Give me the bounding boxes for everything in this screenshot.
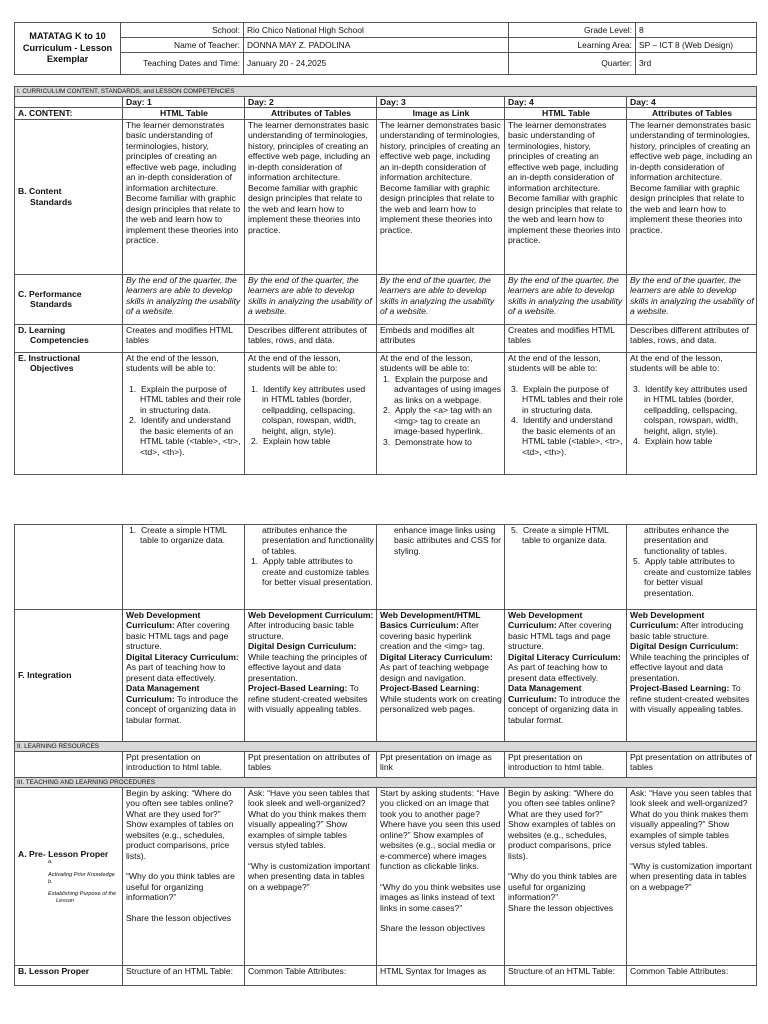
pre-lesson-sub-a (40, 859, 120, 878)
objective-item (380, 374, 502, 405)
grade-value: 8 (636, 23, 757, 38)
objective-number: 3. (383, 436, 391, 447)
standards-day-2: The learner demonstrates basic understanding of terminologies, history, principles of creating an effective web page, including an in-depth consideration of information architecture. Become familiar with graphic design principles that relate to the web and learn how to implement these theories into practice. (245, 119, 377, 274)
objective-text: Demonstrate how to (394, 436, 472, 447)
objectives-day-1 (123, 352, 245, 474)
quarter-label: Quarter: (509, 53, 636, 75)
objective-number: 5. (511, 525, 519, 535)
objective-text: Identify key attributes used in HTML tables (border, cellpadding, cellspacing, colspan, rowspan, width, height, align, style). (262, 383, 366, 436)
teacher-label: Name of Teacher: (121, 38, 244, 53)
pre-lesson-text: “Why do you think tables are useful for organizing information?” (126, 871, 235, 903)
objective-item (630, 436, 754, 446)
pre-lesson-day-2 (245, 788, 377, 966)
curriculum-table (14, 86, 757, 475)
objective-item (248, 384, 374, 436)
resources-day-1: Ppt presentation on introduction to html table. (123, 752, 245, 778)
objective-number: 4. (511, 415, 519, 426)
pre-lesson-text: Share the lesson objectives (508, 902, 614, 913)
objective-item (126, 525, 242, 546)
objective-text: enhance image links using basic attributes and CSS for styling. (394, 525, 501, 556)
standards-day-4: The learner demonstrates basic understanding of terminologies, history, principles of creating an effective web page, including an in-depth consideration of information architecture. Become familiar with graphic design principles that relate to the web and learn how to implement these theories into practice. (505, 119, 627, 274)
objectives-intro: At the end of the lesson, students will be able to: (630, 352, 723, 374)
objective-text: Explain the purpose of HTML tables and their role in structuring data. (140, 383, 241, 415)
pre-lesson-sub-b (40, 879, 120, 905)
performance-label-line1: C. Performance (18, 288, 82, 299)
integration-text: To refine student-created websites with visually appealing tables. (248, 683, 368, 715)
objective-item (508, 525, 624, 546)
sub-letter: b. (48, 878, 53, 885)
integration-text: To refine student-created websites with visually appealing tables. (630, 683, 750, 715)
integration-heading: Data Management Curriculum: (508, 683, 582, 704)
performance-day-3: By the end of the quarter, the learners are able to develop skills in analyzing the usability of a website. (377, 274, 505, 324)
pre-lesson-text: “Why do you think websites use images as links instead of text links in some cases?” (380, 881, 501, 913)
objectives-day-5 (627, 352, 757, 474)
competencies-day-5: Describes different attributes of tables, rows, and data. (627, 324, 757, 352)
pre-lesson-text: Share the lesson objectives (126, 912, 232, 923)
lesson-proper-day-3: HTML Syntax for Images as (377, 966, 505, 986)
resources-day-2: Ppt presentation on attributes of tables (245, 752, 377, 778)
objective-number: 1. (251, 556, 259, 567)
objective-text: Apply table attributes to create and customize tables for better visual presentation. (262, 556, 373, 588)
objective-number: 3. (633, 383, 641, 394)
objective-item (508, 415, 624, 457)
pre-lesson-text: Share the lesson objectives (380, 923, 486, 934)
day-1: Day: 1 (123, 97, 245, 108)
integration-text: While teaching the principles of effective layout and data presentation. (248, 651, 367, 683)
integration-day-4 (505, 610, 627, 742)
objective-item (380, 405, 502, 436)
objective-number: 5. (633, 556, 641, 567)
lesson-proper-day-4: Structure of an HTML Table: (505, 966, 627, 986)
competencies-day-1: Creates and modifies HTML tables (123, 324, 245, 352)
pre-lesson-day-4 (505, 788, 627, 966)
objective-text: Explain the purpose of HTML tables and their role in structuring data. (522, 383, 623, 415)
pre-lesson-day-5 (627, 788, 757, 966)
integration-text: After covering basic HTML tags and page structure. (126, 620, 230, 652)
sub-text: Establishing Purpose of the Lesson (48, 891, 117, 904)
integration-text: While teaching the principles of effective layout and data presentation. (630, 651, 749, 683)
content-day-3: Image as Link (377, 108, 505, 119)
objective-text: attributes enhance the presentation and functionality of tables. (644, 525, 730, 556)
integration-day-5 (627, 610, 757, 742)
standards-day-5: The learner demonstrates basic understanding of terminologies, history, principles of creating an effective web page, including an in-depth consideration of information architecture. Become familiar with graphic design principles that relate to the web and learn how to implement these theories into practice. (627, 119, 757, 274)
integration-text: After covering basic hyperlink creation and the <img> tag. (380, 620, 485, 652)
performance-day-4: By the end of the quarter, the learners are able to develop skills in analyzing the usability of a website. (505, 274, 627, 324)
performance-day-1: By the end of the quarter, the learners are able to develop skills in analyzing the usability of a website. (123, 274, 245, 324)
section-curriculum: I. CURRICULUM CONTENT, STANDARDS, and LESSON COMPETENCIES (15, 87, 757, 97)
resources-label (15, 752, 123, 778)
objective-text: Identify and understand the basic elements of an HTML table (<table>, <tr>, <td>, <th>). (140, 415, 241, 457)
objectives-label-line2: Objectives (30, 363, 74, 374)
integration-heading: Digital Literacy Curriculum: (508, 651, 621, 662)
integration-heading: Project-Based Learning: (380, 683, 480, 694)
objective-item (248, 556, 374, 587)
objectives-cont-day-4 (505, 525, 627, 610)
objectives-day-4 (505, 352, 627, 474)
integration-heading: Web Development Curriculum: (248, 610, 374, 620)
performance-standards-label (15, 274, 123, 324)
resources-day-3: Ppt presentation on image as link (377, 752, 505, 778)
content-day-4: HTML Table (505, 108, 627, 119)
integration-text: After introducing basic table structure. (248, 620, 355, 641)
competencies-day-4: Creates and modifies HTML tables (505, 324, 627, 352)
objectives-day-3 (377, 352, 505, 474)
exemplar-title: MATATAG K to 10 Curriculum - Lesson Exemplar (15, 23, 121, 75)
integration-text: As part of teaching webpage design and navigation. (380, 662, 489, 683)
standards-day-1: The learner demonstrates basic understanding of terminologies, history, principles of creating an effective web page, including an in-depth consideration of information architecture. Become familiar with graphic design principles that relate to the web and learn how to implement these theories into practice. (123, 119, 245, 274)
integration-text: As part of teaching how to present data effectively. (126, 662, 226, 683)
objectives-continued-label (15, 525, 123, 610)
pre-lesson-text: Ask: “Have you seen tables that look sleek and well-organized? What do you think makes them visually appealing?” Show examples of simple tables versus styled tables. (248, 788, 370, 851)
school-label: School: (121, 23, 244, 38)
content-label: A. CONTENT: (15, 108, 123, 119)
integration-heading: Project-Based Learning: (630, 683, 730, 694)
integration-heading: Digital Literacy Curriculum: (126, 651, 239, 662)
objective-text: attributes enhance the presentation and functionality of tables. (262, 525, 374, 556)
integration-text: After introducing basic table structure. (630, 620, 744, 641)
competencies-label-line2: Competencies (30, 335, 89, 346)
pre-lesson-text: “Why is customization important when presenting data in tables on a webpage?” (248, 860, 370, 892)
area-value: SP – ICT 8 (Web Design) (636, 38, 757, 53)
integration-text: To introduce the concept of organizing data in tabular format. (126, 693, 239, 725)
objectives-intro: At the end of the lesson, students will be able to: (248, 352, 341, 374)
competencies-label-line1: D. Learning (18, 324, 66, 335)
objective-number: 2. (129, 415, 137, 426)
sub-text: Activating Prior Knowledge (48, 872, 115, 879)
integration-heading: Project-Based Learning: (248, 683, 348, 694)
objectives-cont-day-3 (377, 525, 505, 610)
pre-lesson-title: A. Pre- Lesson Proper (18, 848, 109, 859)
pre-lesson-day-3 (377, 788, 505, 966)
objective-number: 2. (251, 436, 259, 447)
content-day-2: Attributes of Tables (245, 108, 377, 119)
objectives-label (15, 352, 123, 474)
objective-number: 1. (383, 373, 391, 384)
pre-lesson-text: Begin by asking: “Where do you often see tables online? What are they used for?” Show examples of tables on websites (e.g., schedules, product comparisons, price lists). (126, 788, 234, 861)
objective-item (248, 436, 374, 446)
objective-item (126, 415, 242, 457)
objectives-label-line1: E. Instructional (18, 352, 81, 363)
corner-cell (15, 97, 123, 108)
objective-text: Apply table attributes to create and customize tables for better visual presentation. (644, 556, 752, 598)
competencies-day-3: Embeds and modifies alt attributes (377, 324, 505, 352)
objectives-cont-day-2 (245, 525, 377, 610)
integration-text: After covering basic HTML tags and page structure. (508, 620, 612, 652)
dates-label: Teaching Dates and Time: (121, 53, 244, 75)
pre-lesson-text: Ask: “Have you seen tables that look sleek and well-organized? What do you think makes them visually appealing?” Show examples of simple tables versus styled tables. (630, 788, 752, 851)
day-4: Day: 4 (505, 97, 627, 108)
day-5: Day: 4 (627, 97, 757, 108)
objective-text: Create a simple HTML table to organize data. (140, 525, 227, 546)
integration-heading: Web Development Curriculum: (630, 610, 705, 631)
resources-day-5: Ppt presentation on attributes of tables (627, 752, 757, 778)
area-label: Learning Area: (509, 38, 636, 53)
performance-day-5: By the end of the quarter, the learners are able to develop skills in analyzing the usability of a website. (627, 274, 757, 324)
pre-lesson-text: Begin by asking: “Where do you often see tables online? What are they used for?” Show examples of tables on websites (e.g., schedules, product comparisons, price lists). (508, 788, 616, 861)
integration-text: As part of teaching how to present data effectively. (508, 662, 608, 683)
integration-day-1 (123, 610, 245, 742)
pre-lesson-label (15, 788, 123, 966)
content-day-1: HTML Table (123, 108, 245, 119)
objective-text: Explain the purpose and advantages of using images as links on a webpage. (394, 373, 502, 405)
integration-text: To introduce the concept of organizing data in tabular format. (508, 693, 621, 725)
section-resources: II. LEARNING RESOURCES (15, 742, 757, 752)
pre-lesson-sublist (18, 859, 120, 904)
objectives-intro: At the end of the lesson, students will be able to: (508, 352, 601, 374)
pre-lesson-text: Start by asking students: “Have you clicked on an image that took you to another page? Where have you seen this used online?” Show examples of websites (e.g., social media or e-commerce) where images function as clickable links. (380, 788, 501, 872)
standards-label-line1: B. Content (18, 186, 62, 197)
objective-item (630, 556, 754, 598)
objective-number: 2. (383, 405, 391, 416)
objective-text: Identify key attributes used in HTML tables (border, cellpadding, cellspacing, colspan, rowspan, width, height, align, style). (644, 383, 748, 436)
integration-heading: Web Development Curriculum: (508, 610, 583, 631)
objective-number: 3. (511, 383, 519, 394)
objectives-cont-day-1 (123, 525, 245, 610)
objectives-intro: At the end of the lesson, students will be able to: (126, 352, 219, 374)
grade-label: Grade Level: (509, 23, 636, 38)
learning-competencies-label (15, 324, 123, 352)
performance-day-2: By the end of the quarter, the learners are able to develop skills in analyzing the usability of a website. (245, 274, 377, 324)
day-3: Day: 3 (377, 97, 505, 108)
header-table (14, 22, 757, 75)
dates-value: January 20 - 24,2025 (244, 53, 509, 75)
objective-number: 1. (129, 525, 137, 535)
curriculum-table-continued (14, 524, 757, 986)
content-standards-label (15, 119, 123, 274)
integration-day-3 (377, 610, 505, 742)
objective-text: Create a simple HTML table to organize data. (522, 525, 609, 546)
school-value: Rio Chico National High School (244, 23, 509, 38)
integration-day-2 (245, 610, 377, 742)
integration-heading: Digital Design Curriculum: (248, 641, 357, 652)
standards-day-3: The learner demonstrates basic understanding of terminologies, history, principles of creating an effective web page, including an in-depth consideration of information architecture. Become familiar with graphic design principles that relate to the web and learn how to implement these theories into practice. (377, 119, 505, 274)
pre-lesson-day-1 (123, 788, 245, 966)
sub-letter: a. (48, 859, 53, 866)
integration-text: While students work on creating personalized web pages. (380, 693, 502, 715)
objective-text: Explain how table (262, 436, 331, 447)
integration-heading: Web Development/HTML Basics Curriculum: (380, 610, 481, 631)
integration-heading: Digital Literacy Curriculum: (380, 651, 493, 662)
pre-lesson-text: “Why do you think tables are useful for organizing information?” (508, 871, 617, 903)
objective-item (630, 384, 754, 436)
lesson-proper-day-1: Structure of an HTML Table: (123, 966, 245, 986)
integration-label: F. Integration (15, 610, 123, 742)
lesson-proper-label: B. Lesson Proper (15, 966, 123, 986)
lesson-proper-day-5: Common Table Attributes: (627, 966, 757, 986)
objective-number: 4. (633, 436, 641, 447)
integration-heading: Web Development Curriculum: (126, 610, 201, 631)
objective-item (380, 437, 502, 447)
objective-text: Identify and understand the basic elements of an HTML table (<table>, <tr>, <td>, <th>). (522, 415, 623, 457)
objective-item (126, 384, 242, 415)
lesson-proper-day-2: Common Table Attributes: (245, 966, 377, 986)
integration-heading: Data Management Curriculum: (126, 683, 200, 704)
objectives-cont-day-5 (627, 525, 757, 610)
content-day-5: Attributes of Tables (627, 108, 757, 119)
objective-number: 1. (129, 383, 137, 394)
objective-item (508, 384, 624, 415)
objective-number: 1. (251, 383, 259, 394)
objectives-intro: At the end of the lesson, students will be able to: (380, 352, 473, 374)
section-procedures: III. TEACHING AND LEARNING PROCEDURES (15, 778, 757, 788)
objectives-day-2 (245, 352, 377, 474)
integration-heading: Digital Design Curriculum: (630, 641, 739, 652)
resources-day-4: Ppt presentation on introduction to html table. (505, 752, 627, 778)
day-2: Day: 2 (245, 97, 377, 108)
quarter-value: 3rd (636, 53, 757, 75)
performance-label-line2: Standards (30, 299, 73, 310)
standards-label-line2: Standards (30, 196, 73, 207)
competencies-day-2: Describes different attributes of tables, rows, and data. (245, 324, 377, 352)
objective-text: Apply the <a> tag with an <img> tag to create an image-based hyperlink. (394, 405, 492, 437)
teacher-value: DONNA MAY Z. PADOLINA (244, 38, 509, 53)
objective-text: Explain how table (644, 436, 713, 447)
pre-lesson-text: “Why is customization important when presenting data in tables on a webpage?” (630, 860, 752, 892)
